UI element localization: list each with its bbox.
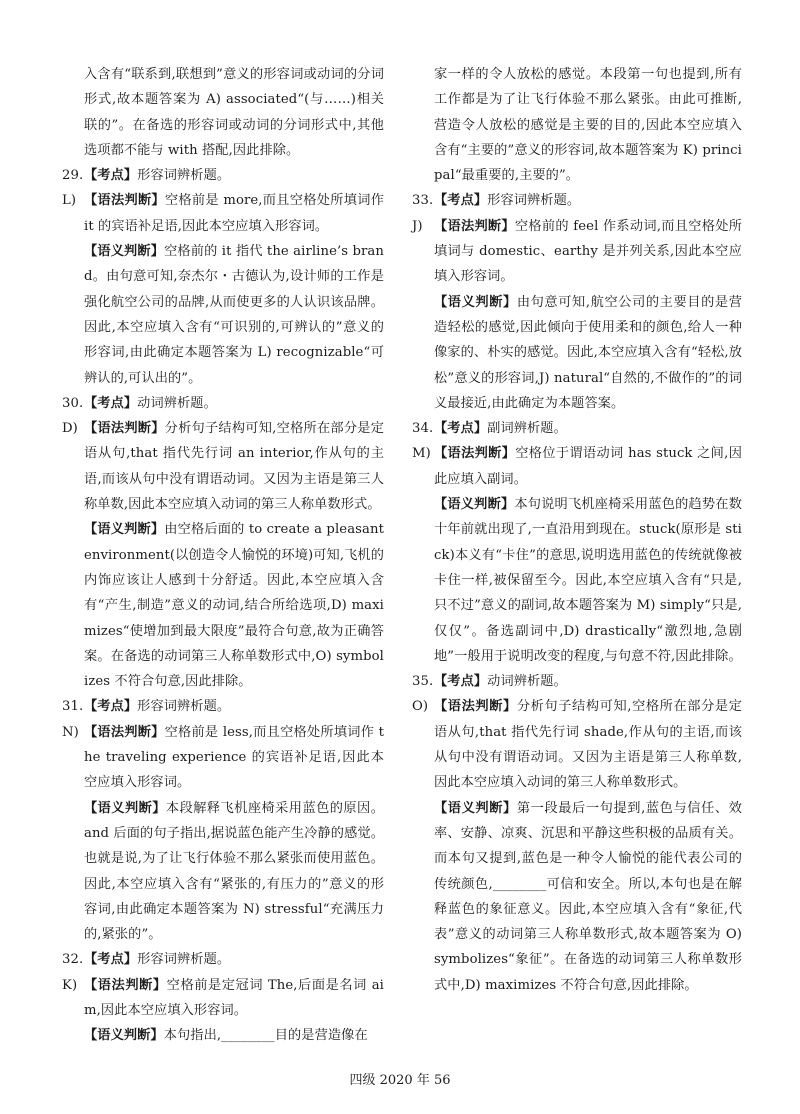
- paragraph-continued: 入含有“联系到,联想到”意义的形容词或动词的分词形式,故本题答案为 A) associated“(与……)相关联的”。在备选的形容词或动词的分词形式中,其他选项都不能与 with 搭配,因此排除。: [84, 67, 384, 158]
- heading-body: [84, 391, 384, 416]
- paragraph-continued: 家一样的令人放松的感觉。本段第一句也提到,所有工作都是为了让飞行体验不那么紧张。由此可推断,营造令人放松的感觉是主要的目的,因此本空应填入含有“主要的”意义的形容词,故本题答案为 K) principal“最重要的,主要的”。: [434, 67, 742, 184]
- point-text: 形容词辨析题。: [137, 952, 231, 968]
- semantic-tag: 【语义判断】: [434, 294, 517, 310]
- heading-body: [434, 188, 742, 213]
- semantic-analysis: [62, 1023, 384, 1048]
- question-number: 30.: [62, 395, 84, 411]
- grammar-tag: 【语法判断】: [84, 977, 167, 993]
- semantic-text: 本段解释飞机座椅采用蓝色的原因。and 后面的句子指出,据说蓝色能产生冷静的感觉。也就是说,为了让飞行体验不那么紧张而使用蓝色。因此,本空应填入含有“紧张的,有压力的”意义的形容词,由此确定本题答案为 N) stressful“充满压力的,紧张的”。: [84, 800, 384, 943]
- question-heading: [62, 947, 384, 972]
- point-tag: 【考点】: [84, 395, 138, 411]
- grammar-tag: 【语法判断】: [84, 193, 165, 209]
- question-heading: [412, 188, 742, 213]
- semantic-analysis: [412, 492, 742, 669]
- grammar-tag: 【语法判断】: [84, 724, 165, 740]
- grammar-tag: 【语法判断】: [84, 421, 165, 437]
- question-heading: [62, 163, 384, 188]
- point-tag: 【考点】: [434, 421, 488, 437]
- left-column: [62, 62, 384, 1049]
- answer-label: M): [412, 446, 431, 462]
- question-heading: [62, 391, 384, 416]
- question-number: 29.: [62, 168, 84, 184]
- heading-body: [84, 163, 384, 188]
- heading-body: [84, 694, 384, 719]
- grammar-tag: 【语法判断】: [434, 699, 517, 715]
- grammar-tag: 【语法判断】: [434, 446, 516, 462]
- point-text: 形容词辨析题。: [137, 168, 231, 184]
- semantic-tag: 【语义判断】: [84, 1028, 164, 1044]
- answer-analysis: [412, 694, 742, 795]
- point-tag: 【考点】: [84, 699, 138, 715]
- answer-analysis: [62, 973, 384, 1024]
- question-number: 34.: [412, 421, 434, 437]
- point-text: 形容词辨析题。: [487, 193, 581, 209]
- question-heading: [412, 416, 742, 441]
- question-number: 31.: [62, 699, 84, 715]
- semantic-analysis: [62, 796, 384, 948]
- semantic-analysis: [412, 290, 742, 416]
- heading-body: [434, 416, 742, 441]
- point-tag: 【考点】: [434, 193, 488, 209]
- semantic-text: 第一段最后一句提到,蓝色与信任、效率、安静、凉爽、沉思和平静这些积极的品质有关。而本句又提到,蓝色是一种令人愉悦的能代表公司的传统颜色,________可信和安全。所以,本句也是在解释蓝色的象征意义。因此,本空应填入含有“象征,代表”意义的动词第三人称单数形式,故本题答案为 O) symbolizes“象征”。在备选的动词第三人称单数形式中,D) maximizes 不符合句意,因此排除。: [434, 800, 742, 993]
- grammar-text: 空格前是 less,而且空格处所填词作 the traveling experience 的宾语补足语,因此本空应填入形容词。: [84, 724, 384, 791]
- semantic-text: 本句说明飞机座椅采用蓝色的趋势在数十年前就出现了,一直沿用到现在。stuck(原形是 stick)本义有“卡住”的意思,说明选用蓝色的传统就像被卡住一样,被保留至今。因此,本空应填入含有“只是,只不过”意义的副词,故本题答案为 M) simply“只是,仅仅”。备选副词中,D) drastically“激烈地,急剧地”一般用于说明改变的程度,与句意不符,因此排除。: [434, 497, 742, 664]
- analysis-body: [84, 188, 384, 239]
- answer-label: K): [62, 977, 78, 993]
- analysis-body: [434, 694, 742, 795]
- semantic-tag: 【语义判断】: [84, 800, 166, 816]
- heading-body: [434, 669, 742, 694]
- answer-label: N): [62, 724, 79, 740]
- semantic-text: 本句指出,________目的是营造像在: [163, 1028, 368, 1044]
- answer-label: D): [62, 421, 78, 437]
- point-tag: 【考点】: [434, 674, 488, 690]
- grammar-text: 空格前是定冠词 The,后面是名词 aim,因此本空应填入形容词。: [84, 977, 385, 1018]
- answer-label: J): [412, 218, 423, 234]
- semantic-analysis: [62, 517, 384, 694]
- question-heading: [62, 694, 384, 719]
- point-tag: 【考点】: [84, 168, 138, 184]
- answer-analysis: [62, 416, 384, 517]
- grammar-tag: 【语法判断】: [434, 218, 515, 234]
- semantic-tag: 【语义判断】: [84, 244, 165, 260]
- page-footer: 四级 2020 年 56: [349, 1073, 451, 1088]
- answer-label: O): [412, 699, 429, 715]
- semantic-tag: 【语义判断】: [434, 800, 517, 816]
- point-text: 形容词辨析题。: [137, 699, 231, 715]
- answer-label: L): [62, 193, 77, 209]
- point-text: 动词辨析题。: [487, 674, 567, 690]
- semantic-text: 由空格后面的 to create a pleasant environment(以创造令人愉悦的环境)可知,飞机的内饰应该让人感到十分舒适。因此,本空应填入含有“产生,制造”意义的动词,结合所给选项,D) maximizes“使增加到最大限度”最符合句意,故为正确答案。在备选的动词第三人称单数形式中,O) symbolizes 不符合句意,因此排除。: [84, 522, 384, 690]
- semantic-tag: 【语义判断】: [434, 497, 515, 513]
- analysis-body: [434, 441, 742, 492]
- semantic-analysis: [412, 796, 742, 998]
- semantic-text: 空格前的 it 指代 the airline’s brand。由句意可知,奈杰尔・古德认为,设计师的工作是强化航空公司的品牌,从而使更多的人认识该品牌。因此,本空应填入含有“可识别的,可辨认的”意义的形容词,由此确定本题答案为 L) recognizable“可辨认的,可认出的”。: [84, 244, 384, 386]
- analysis-body: [434, 214, 742, 290]
- answer-analysis: [62, 188, 384, 239]
- right-column: [412, 62, 742, 998]
- analysis-body: [84, 720, 384, 796]
- analysis-body: [84, 973, 384, 1024]
- grammar-text: 空格位于谓语动词 has stuck 之间,因此应填入副词。: [434, 446, 742, 487]
- semantic-analysis: [62, 239, 384, 391]
- semantic-text: 由句意可知,航空公司的主要目的是营造轻松的感觉,因此倾向于使用柔和的颜色,给人一种像家的、朴实的感觉。因此,本空应填入含有“轻松,放松”意义的形容词,J) natural“自然的,不做作的”的词义最接近,由此确定为本题答案。: [434, 294, 742, 411]
- answer-analysis: [412, 214, 742, 290]
- point-text: 副词辨析题。: [487, 421, 567, 437]
- question-number: 33.: [412, 193, 434, 209]
- answer-analysis: [412, 441, 742, 492]
- heading-body: [84, 947, 384, 972]
- answer-analysis: [62, 720, 384, 796]
- grammar-text: 分析句子结构可知,空格所在部分是定语从句,that 指代先行词 an interior,作从句的主语,而该从句中没有谓语动词。又因为主语是第三人称单数,因此本空应填入动词的第三人称单数形式。: [84, 421, 385, 513]
- semantic-tag: 【语义判断】: [84, 522, 165, 538]
- question-heading: [412, 669, 742, 694]
- question-number: 35.: [412, 674, 434, 690]
- analysis-body: [84, 416, 384, 517]
- grammar-text: 空格前是 more,而且空格处所填词作 it 的宾语补足语,因此本空应填入形容词。: [84, 193, 384, 234]
- point-tag: 【考点】: [84, 952, 138, 968]
- grammar-text: 分析句子结构可知,空格所在部分是定语从句,that 指代先行词 shade,作从句的主语,而该从句中没有谓语动词。又因为主语是第三人称单数,因此本空应填入动词的第三人称单数形式。: [434, 699, 742, 791]
- point-text: 动词辨析题。: [137, 395, 217, 411]
- grammar-text: 空格前的 feel 作系动词,而且空格处所填词与 domestic、earthy 是并列关系,因此本空应填入形容词。: [434, 218, 742, 285]
- question-number: 32.: [62, 952, 84, 968]
